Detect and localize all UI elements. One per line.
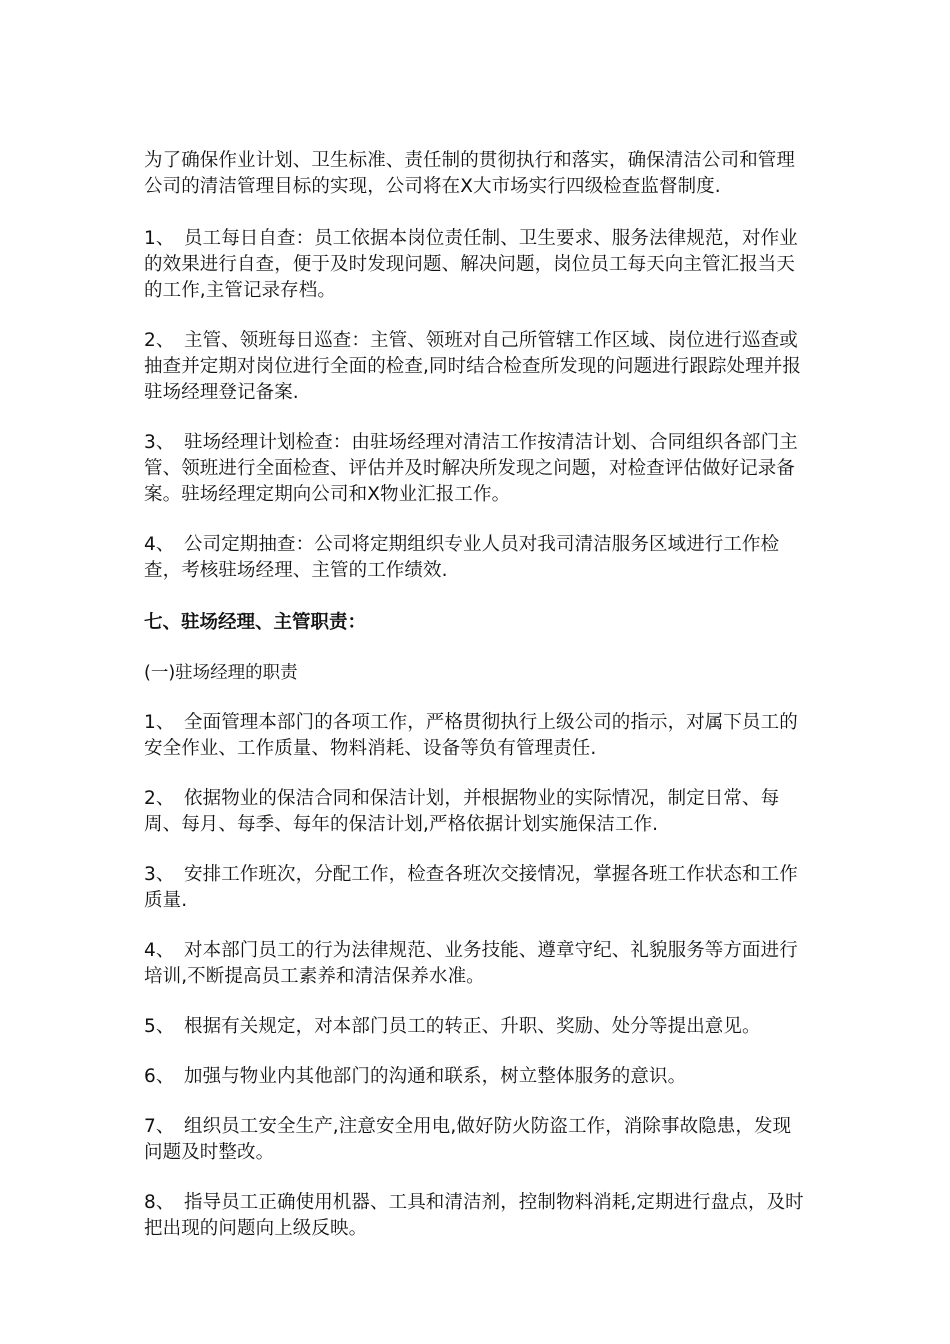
duty-item-number: 4、: [144, 940, 175, 961]
check-item-text: 员工每日自查：员工依据本岗位责任制、卫生要求、服务法律规范，对作业的效果进行自查，便于及时发现问题、解决问题，岗位员工每天向主管汇报当天的工作,主管记录存档。: [144, 228, 798, 301]
duty-item-text: 依据物业的保洁合同和保洁计划，并根据物业的实际情况，制定日常、每周、每月、每季、每年的保洁计划,严格依据计划实施保洁工作.: [144, 788, 780, 835]
duty-item-number: 8、: [144, 1192, 175, 1213]
duty-item-number: 2、: [144, 788, 175, 809]
check-item-3: [144, 430, 808, 508]
duty-item-text: 全面管理本部门的各项工作，严格贯彻执行上级公司的指示，对属下员工的安全作业、工作质量、物料消耗、设备等负有管理责任.: [144, 712, 798, 759]
check-item-number: 2、: [144, 330, 175, 351]
check-item-2: [144, 328, 808, 406]
section-title: 七、驻场经理、主管职责：: [144, 612, 367, 633]
duty-item-3: [144, 862, 808, 914]
duty-item-number: 1、: [144, 712, 175, 733]
duty-item-number: 5、: [144, 1016, 175, 1037]
check-item-text: 公司定期抽查：公司将定期组织专业人员对我司清洁服务区域进行工作检查，考核驻场经理、主管的工作绩效.: [144, 534, 780, 581]
duty-item-number: 7、: [144, 1116, 175, 1137]
check-item-4: [144, 532, 808, 584]
check-item-text: 主管、领班每日巡查：主管、领班对自己所管辖工作区域、岗位进行巡查或抽查并定期对岗位进行全面的检查,同时结合检查所发现的问题进行跟踪处理并报驻场经理登记备案.: [144, 330, 801, 403]
duty-item-5: [144, 1014, 808, 1040]
document-body: [144, 148, 808, 1242]
duty-item-8: [144, 1190, 808, 1242]
subsection-title: (一)驻场经理的职责: [144, 663, 298, 683]
duty-item-text: 加强与物业内其他部门的沟通和联系，树立整体服务的意识。: [184, 1066, 687, 1087]
duty-item-text: 指导员工正确使用机器、工具和清洁剂，控制物料消耗,定期进行盘点，及时把出现的问题向上级反映。: [144, 1192, 804, 1239]
check-item-number: 1、: [144, 228, 175, 249]
duty-item-4: [144, 938, 808, 990]
duty-item-1: [144, 710, 808, 762]
duty-item-number: 3、: [144, 864, 175, 885]
duty-item-text: 根据有关规定，对本部门员工的转正、升职、奖励、处分等提出意见。: [184, 1016, 761, 1037]
check-item-1: [144, 226, 808, 304]
duty-item-text: 组织员工安全生产,注意安全用电,做好防火防盗工作，消除事故隐患，发现问题及时整改。: [144, 1116, 792, 1163]
check-item-number: 3、: [144, 432, 175, 453]
duty-item-2: [144, 786, 808, 838]
duty-item-number: 6、: [144, 1066, 175, 1087]
duty-item-text: 安排工作班次，分配工作，检查各班次交接情况，掌握各班工作状态和工作质量.: [144, 864, 798, 911]
duty-item-6: [144, 1064, 808, 1090]
intro-paragraph: 为了确保作业计划、卫生标准、责任制的贯彻执行和落实，确保清洁公司和管理公司的清洁管理目标的实现，公司将在X大市场实行四级检查监督制度.: [144, 150, 796, 197]
check-item-text: 驻场经理计划检查：由驻场经理对清洁工作按清洁计划、合同组织各部门主管、领班进行全面检查、评估并及时解决所发现之问题，对检查评估做好记录备案。驻场经理定期向公司和X物业汇报工作。: [144, 432, 798, 505]
duty-item-7: [144, 1114, 808, 1166]
duty-item-text: 对本部门员工的行为法律规范、业务技能、遵章守纪、礼貌服务等方面进行培训,不断提高员工素养和清洁保养水准。: [144, 940, 798, 987]
check-item-number: 4、: [144, 534, 175, 555]
